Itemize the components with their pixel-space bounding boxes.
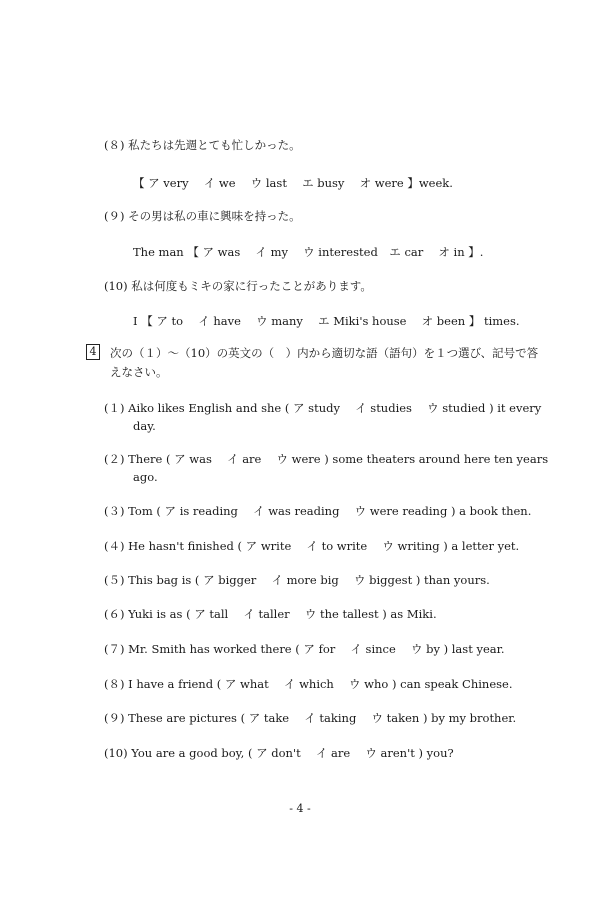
question-4-9 <box>104 710 516 726</box>
question-text: There ( ア was イ are ウ were ) some theaters around here ten years <box>128 452 549 466</box>
question-text: This bag is ( ア bigger イ more big ウ biggest ) than yours. <box>128 573 490 587</box>
question-3-9-japanese <box>104 208 301 224</box>
question-text: Yuki is as ( ア tall イ taller ウ the tallest ) as Miki. <box>128 607 437 621</box>
question-text: Tom ( ア is reading イ was reading ウ were reading ) a book then. <box>128 504 532 518</box>
question-4-7 <box>104 641 505 657</box>
question-4-2-continuation: ago. <box>133 470 158 484</box>
question-number: (10) <box>104 279 128 293</box>
question-number: (５) <box>104 573 125 587</box>
question-4-8 <box>104 676 513 692</box>
question-4-4 <box>104 538 519 554</box>
question-3-8-japanese <box>104 137 301 153</box>
question-number: (９) <box>104 209 125 223</box>
section-4-instruction-line-2: えなさい。 <box>110 365 168 379</box>
question-number: (10) <box>104 746 128 760</box>
question-number: (７) <box>104 642 125 656</box>
question-number: (９) <box>104 711 125 725</box>
question-4-1-continuation: day. <box>133 419 156 433</box>
question-number: (２) <box>104 452 125 466</box>
section-4-instruction-line-1: 次の（１）～（10）の英文の（ ）内から適切な語（語句）を１つ選び、記号で答 <box>110 346 539 360</box>
question-4-10 <box>104 745 454 761</box>
japanese-sentence: 私は何度もミキの家に行ったことがあります。 <box>131 279 372 293</box>
question-4-1 <box>104 400 541 416</box>
question-text: You are a good boy, ( ア don't イ are ウ aren't ) you? <box>131 746 454 760</box>
question-4-2 <box>104 451 548 467</box>
section-number-box: 4 <box>86 344 100 360</box>
question-text: He hasn't finished ( ア write イ to write ウ writing ) a letter yet. <box>128 539 520 553</box>
japanese-sentence: その男は私の車に興味を持った。 <box>128 209 301 223</box>
question-text: These are pictures ( ア take イ taking ウ taken ) by my brother. <box>128 711 517 725</box>
japanese-sentence: 私たちは先週とても忙しかった。 <box>128 138 301 152</box>
question-3-9-options: The man 【 ア was イ my ウ interested エ car オ in 】. <box>133 245 484 259</box>
question-number: (６) <box>104 607 125 621</box>
question-number: (８) <box>104 138 125 152</box>
question-4-5 <box>104 572 490 588</box>
question-text: Aiko likes English and she ( ア study イ studies ウ studied ) it every <box>128 401 542 415</box>
question-3-8-options: 【 ア very イ we ウ last エ busy オ were 】week. <box>133 176 453 190</box>
question-4-6 <box>104 606 437 622</box>
question-3-10-options: I 【 ア to イ have ウ many エ Miki's house オ been 】 times. <box>133 314 520 328</box>
question-number: (３) <box>104 504 125 518</box>
question-4-3 <box>104 503 531 519</box>
page-number: - 4 - <box>289 802 311 815</box>
question-3-10-japanese <box>104 278 372 294</box>
question-number: (８) <box>104 677 125 691</box>
question-text: Mr. Smith has worked there ( ア for イ since ウ by ) last year. <box>128 642 505 656</box>
question-text: I have a friend ( ア what イ which ウ who ) can speak Chinese. <box>128 677 513 691</box>
question-number: (１) <box>104 401 125 415</box>
question-number: (４) <box>104 539 125 553</box>
